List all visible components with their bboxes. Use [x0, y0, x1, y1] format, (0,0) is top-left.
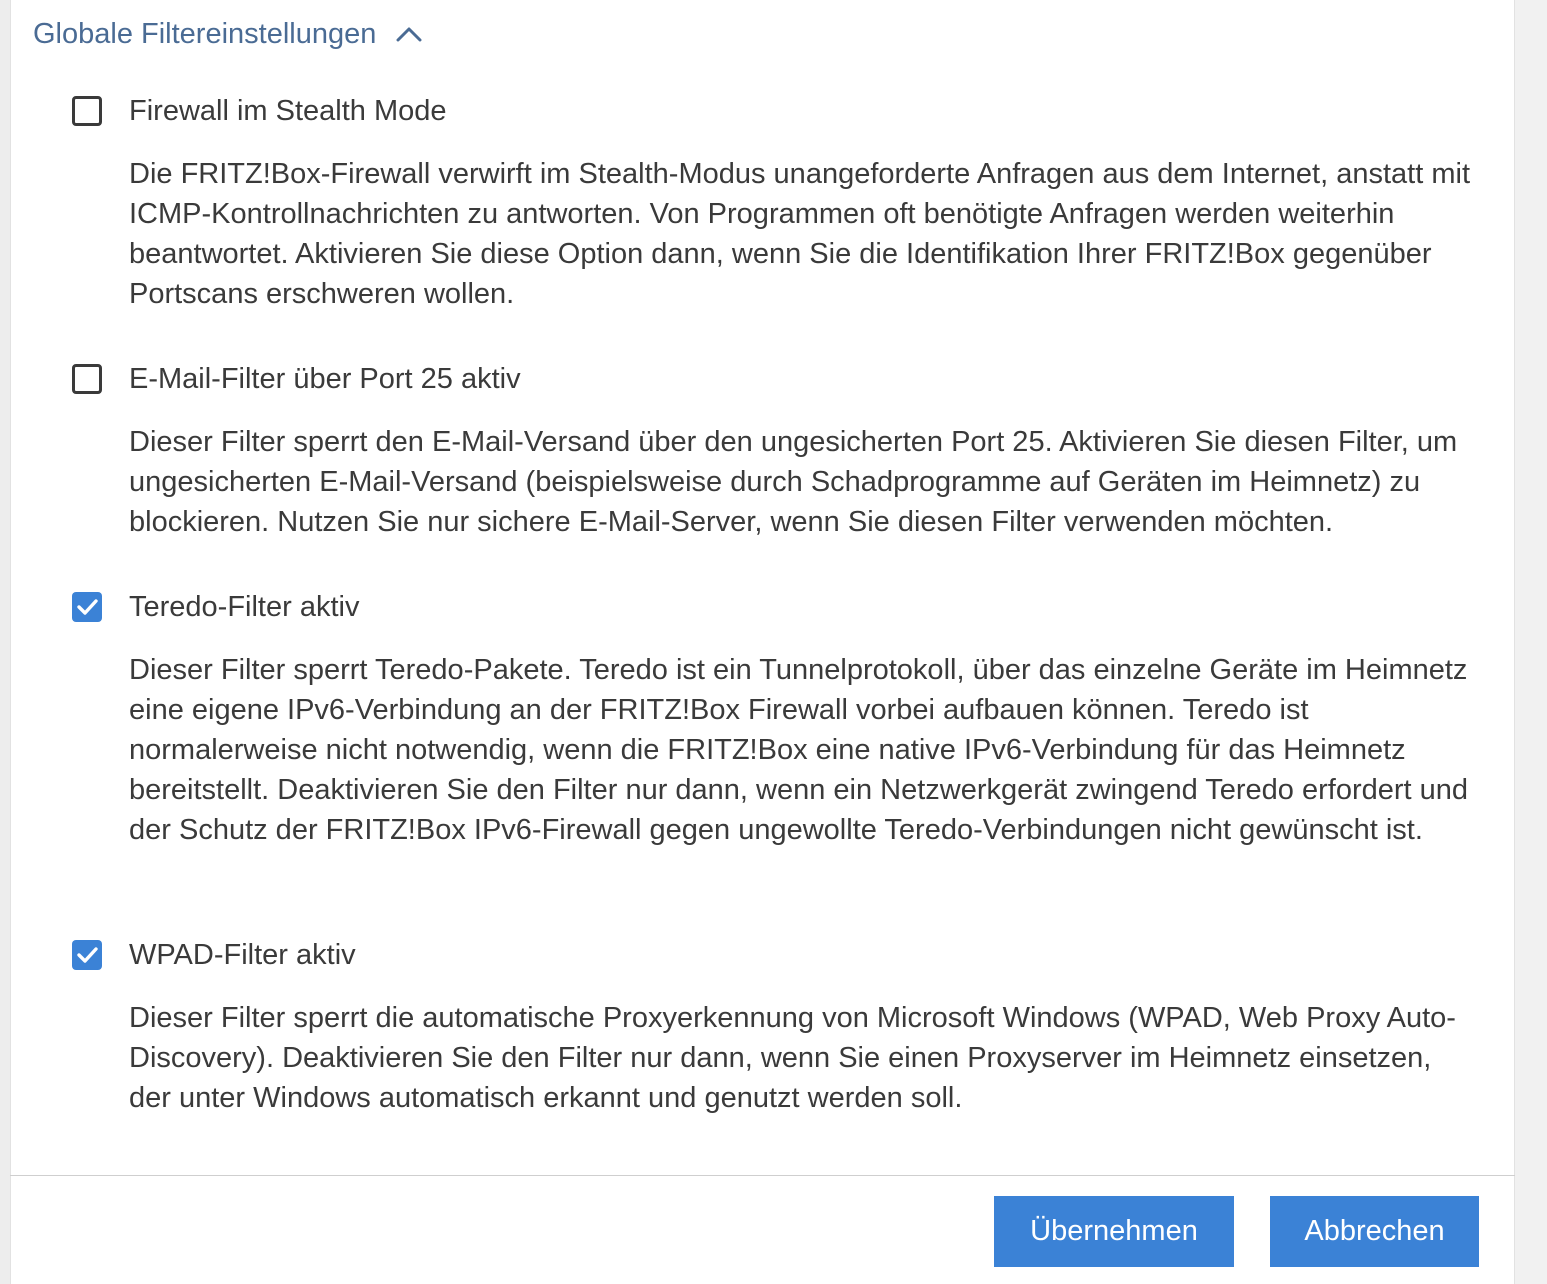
- section-toggle[interactable]: [33, 12, 422, 56]
- cancel-button[interactable]: Abbrechen: [1270, 1196, 1479, 1267]
- option-wpad-filter: [70, 933, 1480, 1118]
- stealth-mode-checkbox[interactable]: [72, 96, 102, 126]
- left-background: [0, 0, 10, 1284]
- option-email-filter: [70, 357, 1480, 542]
- stealth-mode-label[interactable]: Firewall im Stealth Mode: [129, 94, 447, 127]
- email-filter-checkbox[interactable]: [72, 364, 102, 394]
- section-title: Globale Filtereinstellungen: [33, 17, 377, 50]
- checkmark-icon: [74, 594, 100, 620]
- checkmark-icon: [74, 942, 100, 968]
- teredo-filter-label[interactable]: Teredo-Filter aktiv: [129, 590, 360, 623]
- right-gutter: [1515, 0, 1547, 1284]
- email-filter-label[interactable]: E-Mail-Filter über Port 25 aktiv: [129, 362, 521, 395]
- apply-button[interactable]: Übernehmen: [994, 1196, 1234, 1267]
- teredo-filter-checkbox[interactable]: [72, 592, 102, 622]
- chevron-up-icon: [396, 25, 422, 43]
- option-teredo-filter: [70, 585, 1480, 850]
- wpad-filter-label[interactable]: WPAD-Filter aktiv: [129, 938, 356, 971]
- email-filter-description: Dieser Filter sperrt den E-Mail-Versand über den ungesicherten Port 25. Aktivieren Sie diesen Filter, um ungesicherten E-Mail-Versand (beispielsweise durch Schadprogramme auf Geräten im Heimnetz) zu blockieren. Nutzen Sie nur sichere E-Mail-Server, wenn Sie diesen Filter verwenden möchten.: [129, 426, 1458, 538]
- option-stealth-mode: [70, 89, 1480, 314]
- stealth-mode-description: Die FRITZ!Box-Firewall verwirft im Stealth-Modus unangeforderte Anfragen aus dem Internet, anstatt mit ICMP-Kontrollnachrichten zu antworten. Von Programmen oft benötigte Anfragen werden weiterhin beantwortet. Aktivieren Sie diese Option dann, wenn Sie die Identifikation Ihrer FRITZ!Box gegenüber Portscans erschweren wollen.: [129, 158, 1470, 310]
- teredo-filter-description: Dieser Filter sperrt Teredo-Pakete. Teredo ist ein Tunnelprotokoll, über das einzelne Geräte im Heimnetz eine eigene IPv6-Verbindung an der FRITZ!Box Firewall vorbei aufbauen können. Teredo ist normalerweise nicht notwendig, wenn die FRITZ!Box eine native IPv6-Verbindung für das Heimnetz bereitstellt. Deaktivieren Sie den Filter nur dann, wenn ein Netzwerkgerät zwingend Teredo erfordert und der Schutz der FRITZ!Box IPv6-Firewall gegen ungewollte Teredo-Verbindungen nicht gewünscht ist.: [129, 654, 1469, 846]
- wpad-filter-description: Dieser Filter sperrt die automatische Proxyerkennung von Microsoft Windows (WPAD, Web Proxy Auto-Discovery). Deaktivieren Sie den Filter nur dann, wenn Sie einen Proxyserver im Heimnetz einsetzen, der unter Windows automatisch erkannt und genutzt werden soll.: [129, 1002, 1456, 1114]
- footer-divider: [10, 1175, 1515, 1176]
- wpad-filter-checkbox[interactable]: [72, 940, 102, 970]
